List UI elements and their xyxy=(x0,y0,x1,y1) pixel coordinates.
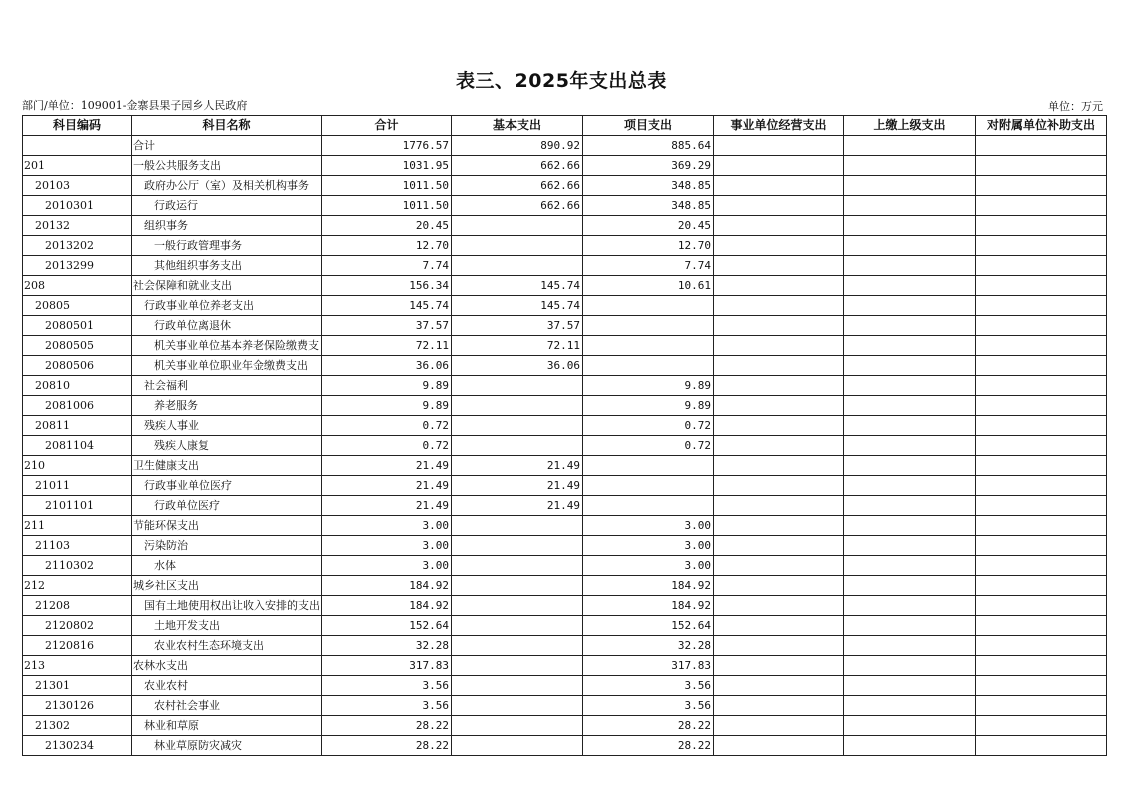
cell-project: 369.29 xyxy=(583,156,714,176)
cell-basic: 72.11 xyxy=(452,336,583,356)
header-project: 项目支出 xyxy=(583,116,714,136)
cell-project: 20.45 xyxy=(583,216,714,236)
table-row xyxy=(23,216,1107,236)
cell-business xyxy=(714,156,844,176)
cell-business xyxy=(714,276,844,296)
cell-business xyxy=(714,336,844,356)
table-row xyxy=(23,456,1107,476)
cell-project: 3.00 xyxy=(583,556,714,576)
table-row xyxy=(23,296,1107,316)
table-row xyxy=(23,156,1107,176)
cell-name: 一般公共服务支出 xyxy=(132,156,322,176)
table-row xyxy=(23,196,1107,216)
cell-total: 9.89 xyxy=(322,396,452,416)
cell-project xyxy=(583,456,714,476)
cell-name: 行政单位离退休 xyxy=(132,316,322,336)
cell-basic xyxy=(452,736,583,756)
cell-total: 7.74 xyxy=(322,256,452,276)
cell-code: 20810 xyxy=(23,376,132,396)
cell-business xyxy=(714,576,844,596)
cell-basic: 21.49 xyxy=(452,456,583,476)
cell-code: 2081006 xyxy=(23,396,132,416)
header-name: 科目名称 xyxy=(132,116,322,136)
cell-code: 20805 xyxy=(23,296,132,316)
cell-code: 2081104 xyxy=(23,436,132,456)
cell-name: 行政单位医疗 xyxy=(132,496,322,516)
cell-basic: 890.92 xyxy=(452,136,583,156)
cell-name: 社会保障和就业支出 xyxy=(132,276,322,296)
table-row xyxy=(23,536,1107,556)
cell-basic: 662.66 xyxy=(452,156,583,176)
cell-business xyxy=(714,536,844,556)
cell-code: 21301 xyxy=(23,676,132,696)
cell-code: 2110302 xyxy=(23,556,132,576)
cell-subsidy xyxy=(976,236,1107,256)
cell-name: 机关事业单位职业年金缴费支出 xyxy=(132,356,322,376)
cell-business xyxy=(714,196,844,216)
cell-basic xyxy=(452,696,583,716)
cell-business xyxy=(714,676,844,696)
table-row xyxy=(23,336,1107,356)
cell-business xyxy=(714,636,844,656)
cell-business xyxy=(714,376,844,396)
cell-code: 2080506 xyxy=(23,356,132,376)
cell-subsidy xyxy=(976,436,1107,456)
cell-basic xyxy=(452,536,583,556)
cell-project xyxy=(583,496,714,516)
cell-remit xyxy=(844,516,976,536)
cell-total: 3.56 xyxy=(322,676,452,696)
cell-subsidy xyxy=(976,156,1107,176)
cell-total: 145.74 xyxy=(322,296,452,316)
cell-total: 184.92 xyxy=(322,576,452,596)
header-total: 合计 xyxy=(322,116,452,136)
cell-remit xyxy=(844,556,976,576)
cell-basic: 36.06 xyxy=(452,356,583,376)
cell-total: 37.57 xyxy=(322,316,452,336)
cell-project: 885.64 xyxy=(583,136,714,156)
cell-business xyxy=(714,596,844,616)
cell-name: 残疾人康复 xyxy=(132,436,322,456)
cell-name: 水体 xyxy=(132,556,322,576)
cell-code: 21103 xyxy=(23,536,132,556)
cell-subsidy xyxy=(976,136,1107,156)
cell-basic: 662.66 xyxy=(452,196,583,216)
cell-business xyxy=(714,736,844,756)
cell-subsidy xyxy=(976,376,1107,396)
cell-code: 213 xyxy=(23,656,132,676)
table-row xyxy=(23,356,1107,376)
department-label: 部门/单位：109001-金寨县果子园乡人民政府 xyxy=(22,99,248,112)
cell-remit xyxy=(844,276,976,296)
cell-name: 一般行政管理事务 xyxy=(132,236,322,256)
cell-project: 32.28 xyxy=(583,636,714,656)
table-row xyxy=(23,176,1107,196)
cell-project: 28.22 xyxy=(583,736,714,756)
cell-remit xyxy=(844,156,976,176)
cell-name: 社会福利 xyxy=(132,376,322,396)
cell-subsidy xyxy=(976,176,1107,196)
cell-subsidy xyxy=(976,196,1107,216)
cell-basic xyxy=(452,236,583,256)
cell-remit xyxy=(844,576,976,596)
cell-remit xyxy=(844,376,976,396)
cell-basic xyxy=(452,516,583,536)
cell-business xyxy=(714,216,844,236)
cell-business xyxy=(714,616,844,636)
cell-name: 污染防治 xyxy=(132,536,322,556)
cell-total: 1776.57 xyxy=(322,136,452,156)
cell-code: 20811 xyxy=(23,416,132,436)
cell-name: 行政事业单位养老支出 xyxy=(132,296,322,316)
cell-basic xyxy=(452,376,583,396)
cell-name: 林业和草原 xyxy=(132,716,322,736)
cell-subsidy xyxy=(976,736,1107,756)
table-row xyxy=(23,396,1107,416)
cell-name: 农林水支出 xyxy=(132,656,322,676)
cell-remit xyxy=(844,136,976,156)
cell-basic xyxy=(452,656,583,676)
cell-remit xyxy=(844,736,976,756)
cell-subsidy xyxy=(976,216,1107,236)
table-header-row xyxy=(23,116,1107,136)
header-basic: 基本支出 xyxy=(452,116,583,136)
table-row xyxy=(23,576,1107,596)
cell-code xyxy=(23,136,132,156)
cell-total: 72.11 xyxy=(322,336,452,356)
cell-code: 2080505 xyxy=(23,336,132,356)
cell-basic: 145.74 xyxy=(452,296,583,316)
cell-subsidy xyxy=(976,416,1107,436)
cell-code: 21208 xyxy=(23,596,132,616)
cell-total: 12.70 xyxy=(322,236,452,256)
table-row xyxy=(23,276,1107,296)
cell-project: 9.89 xyxy=(583,376,714,396)
table-row xyxy=(23,596,1107,616)
cell-basic: 662.66 xyxy=(452,176,583,196)
cell-business xyxy=(714,316,844,336)
cell-code: 21302 xyxy=(23,716,132,736)
cell-total: 9.89 xyxy=(322,376,452,396)
cell-name: 农业农村 xyxy=(132,676,322,696)
cell-name: 组织事务 xyxy=(132,216,322,236)
cell-name: 卫生健康支出 xyxy=(132,456,322,476)
header-subsidy: 对附属单位补助支出 xyxy=(976,116,1107,136)
cell-project: 184.92 xyxy=(583,576,714,596)
cell-project: 7.74 xyxy=(583,256,714,276)
cell-code: 21011 xyxy=(23,476,132,496)
table-row xyxy=(23,636,1107,656)
cell-code: 2013202 xyxy=(23,236,132,256)
cell-code: 20103 xyxy=(23,176,132,196)
cell-subsidy xyxy=(976,476,1107,496)
cell-project: 152.64 xyxy=(583,616,714,636)
cell-remit xyxy=(844,496,976,516)
cell-project: 9.89 xyxy=(583,396,714,416)
cell-subsidy xyxy=(976,656,1107,676)
cell-basic: 37.57 xyxy=(452,316,583,336)
cell-subsidy xyxy=(976,616,1107,636)
cell-remit xyxy=(844,256,976,276)
cell-code: 2013299 xyxy=(23,256,132,276)
cell-code: 211 xyxy=(23,516,132,536)
cell-code: 2120802 xyxy=(23,616,132,636)
cell-remit xyxy=(844,416,976,436)
cell-code: 201 xyxy=(23,156,132,176)
cell-code: 212 xyxy=(23,576,132,596)
cell-basic xyxy=(452,436,583,456)
cell-subsidy xyxy=(976,296,1107,316)
table-row xyxy=(23,256,1107,276)
cell-business xyxy=(714,296,844,316)
cell-project: 317.83 xyxy=(583,656,714,676)
cell-basic xyxy=(452,716,583,736)
cell-project: 3.00 xyxy=(583,536,714,556)
cell-total: 28.22 xyxy=(322,736,452,756)
cell-code: 2130126 xyxy=(23,696,132,716)
cell-business xyxy=(714,516,844,536)
cell-subsidy xyxy=(976,636,1107,656)
cell-total: 3.00 xyxy=(322,556,452,576)
cell-total: 21.49 xyxy=(322,456,452,476)
cell-subsidy xyxy=(976,536,1107,556)
cell-name: 农业农村生态环境支出 xyxy=(132,636,322,656)
table-row xyxy=(23,556,1107,576)
table-row xyxy=(23,376,1107,396)
cell-subsidy xyxy=(976,696,1107,716)
cell-basic xyxy=(452,216,583,236)
cell-name: 行政事业单位医疗 xyxy=(132,476,322,496)
cell-business xyxy=(714,356,844,376)
cell-basic xyxy=(452,576,583,596)
cell-remit xyxy=(844,396,976,416)
cell-name: 养老服务 xyxy=(132,396,322,416)
cell-business xyxy=(714,556,844,576)
cell-project: 10.61 xyxy=(583,276,714,296)
cell-subsidy xyxy=(976,456,1107,476)
table-row xyxy=(23,516,1107,536)
cell-name: 政府办公厅（室）及相关机构事务 xyxy=(132,176,322,196)
cell-project xyxy=(583,476,714,496)
cell-name: 机关事业单位基本养老保险缴费支 xyxy=(132,336,322,356)
cell-code: 2080501 xyxy=(23,316,132,336)
cell-total: 184.92 xyxy=(322,596,452,616)
cell-code: 2120816 xyxy=(23,636,132,656)
cell-code: 210 xyxy=(23,456,132,476)
cell-remit xyxy=(844,296,976,316)
cell-name: 土地开发支出 xyxy=(132,616,322,636)
cell-basic xyxy=(452,616,583,636)
expenditure-table xyxy=(22,115,1107,756)
cell-total: 317.83 xyxy=(322,656,452,676)
cell-remit xyxy=(844,536,976,556)
cell-total: 3.00 xyxy=(322,536,452,556)
cell-total: 3.00 xyxy=(322,516,452,536)
cell-remit xyxy=(844,476,976,496)
table-row xyxy=(23,496,1107,516)
cell-name: 合计 xyxy=(132,136,322,156)
cell-project: 0.72 xyxy=(583,416,714,436)
cell-total: 1031.95 xyxy=(322,156,452,176)
cell-subsidy xyxy=(976,576,1107,596)
cell-total: 32.28 xyxy=(322,636,452,656)
cell-business xyxy=(714,656,844,676)
header-remit: 上缴上级支出 xyxy=(844,116,976,136)
cell-business xyxy=(714,696,844,716)
cell-subsidy xyxy=(976,356,1107,376)
cell-total: 152.64 xyxy=(322,616,452,636)
cell-remit xyxy=(844,436,976,456)
cell-remit xyxy=(844,456,976,476)
cell-business xyxy=(714,476,844,496)
cell-name: 农村社会事业 xyxy=(132,696,322,716)
cell-code: 208 xyxy=(23,276,132,296)
cell-subsidy xyxy=(976,256,1107,276)
cell-subsidy xyxy=(976,716,1107,736)
cell-basic xyxy=(452,416,583,436)
cell-total: 28.22 xyxy=(322,716,452,736)
cell-total: 20.45 xyxy=(322,216,452,236)
cell-business xyxy=(714,176,844,196)
cell-business xyxy=(714,456,844,476)
table-row xyxy=(23,316,1107,336)
table-row xyxy=(23,656,1107,676)
cell-name: 国有土地使用权出让收入安排的支出 xyxy=(132,596,322,616)
cell-subsidy xyxy=(976,276,1107,296)
table-row xyxy=(23,476,1107,496)
cell-remit xyxy=(844,636,976,656)
cell-remit xyxy=(844,356,976,376)
table-row xyxy=(23,436,1107,456)
table-row xyxy=(23,716,1107,736)
cell-project: 3.56 xyxy=(583,696,714,716)
cell-basic: 21.49 xyxy=(452,496,583,516)
cell-project: 348.85 xyxy=(583,176,714,196)
unit-label: 单位：万元 xyxy=(1048,100,1103,113)
cell-remit xyxy=(844,676,976,696)
cell-business xyxy=(714,256,844,276)
cell-remit xyxy=(844,176,976,196)
cell-remit xyxy=(844,216,976,236)
header-business: 事业单位经营支出 xyxy=(714,116,844,136)
cell-business xyxy=(714,716,844,736)
cell-basic: 145.74 xyxy=(452,276,583,296)
cell-basic xyxy=(452,676,583,696)
cell-business xyxy=(714,236,844,256)
cell-business xyxy=(714,416,844,436)
cell-project: 0.72 xyxy=(583,436,714,456)
cell-business xyxy=(714,136,844,156)
cell-total: 156.34 xyxy=(322,276,452,296)
cell-project xyxy=(583,356,714,376)
cell-project xyxy=(583,316,714,336)
cell-total: 0.72 xyxy=(322,416,452,436)
cell-remit xyxy=(844,236,976,256)
cell-project: 184.92 xyxy=(583,596,714,616)
cell-code: 20132 xyxy=(23,216,132,236)
cell-code: 2010301 xyxy=(23,196,132,216)
cell-name: 节能环保支出 xyxy=(132,516,322,536)
cell-project: 12.70 xyxy=(583,236,714,256)
table-row xyxy=(23,416,1107,436)
cell-project xyxy=(583,336,714,356)
cell-project: 3.00 xyxy=(583,516,714,536)
cell-total: 1011.50 xyxy=(322,176,452,196)
cell-remit xyxy=(844,696,976,716)
cell-subsidy xyxy=(976,496,1107,516)
cell-business xyxy=(714,496,844,516)
table-row xyxy=(23,616,1107,636)
table-row xyxy=(23,696,1107,716)
cell-project xyxy=(583,296,714,316)
table-row xyxy=(23,136,1107,156)
cell-project: 348.85 xyxy=(583,196,714,216)
cell-subsidy xyxy=(976,596,1107,616)
table-row xyxy=(23,236,1107,256)
cell-code: 2101101 xyxy=(23,496,132,516)
cell-subsidy xyxy=(976,396,1107,416)
cell-business xyxy=(714,436,844,456)
cell-project: 3.56 xyxy=(583,676,714,696)
cell-project: 28.22 xyxy=(583,716,714,736)
cell-name: 行政运行 xyxy=(132,196,322,216)
cell-business xyxy=(714,396,844,416)
cell-remit xyxy=(844,656,976,676)
cell-name: 其他组织事务支出 xyxy=(132,256,322,276)
page-title: 表三、2025年支出总表 xyxy=(456,70,667,92)
cell-remit xyxy=(844,596,976,616)
cell-remit xyxy=(844,616,976,636)
table-row xyxy=(23,736,1107,756)
cell-total: 36.06 xyxy=(322,356,452,376)
cell-total: 21.49 xyxy=(322,476,452,496)
cell-subsidy xyxy=(976,316,1107,336)
cell-basic xyxy=(452,256,583,276)
table-row xyxy=(23,676,1107,696)
cell-subsidy xyxy=(976,516,1107,536)
cell-subsidy xyxy=(976,556,1107,576)
cell-total: 0.72 xyxy=(322,436,452,456)
cell-remit xyxy=(844,336,976,356)
cell-basic xyxy=(452,596,583,616)
cell-code: 2130234 xyxy=(23,736,132,756)
cell-basic xyxy=(452,636,583,656)
cell-total: 21.49 xyxy=(322,496,452,516)
cell-subsidy xyxy=(976,336,1107,356)
cell-basic: 21.49 xyxy=(452,476,583,496)
cell-total: 1011.50 xyxy=(322,196,452,216)
cell-name: 城乡社区支出 xyxy=(132,576,322,596)
cell-name: 林业草原防灾减灾 xyxy=(132,736,322,756)
cell-basic xyxy=(452,556,583,576)
cell-remit xyxy=(844,316,976,336)
cell-name: 残疾人事业 xyxy=(132,416,322,436)
cell-basic xyxy=(452,396,583,416)
cell-subsidy xyxy=(976,676,1107,696)
cell-remit xyxy=(844,716,976,736)
header-code: 科目编码 xyxy=(23,116,132,136)
cell-remit xyxy=(844,196,976,216)
cell-total: 3.56 xyxy=(322,696,452,716)
